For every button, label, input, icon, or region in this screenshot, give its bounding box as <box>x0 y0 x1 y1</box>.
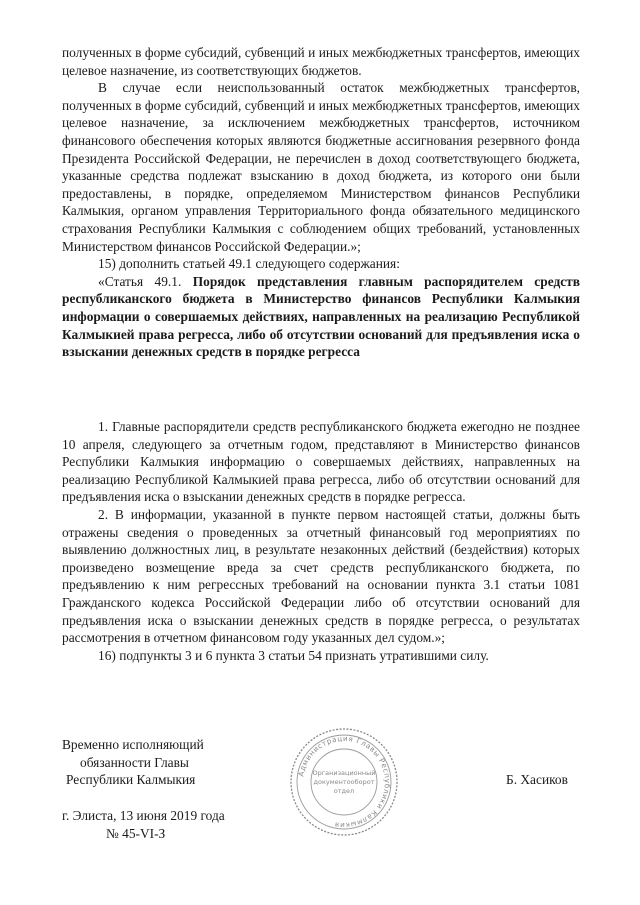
svg-text:документооборот: документооборот <box>313 778 375 786</box>
law-number: № 45-VI-З <box>106 825 166 841</box>
article-body <box>62 418 580 664</box>
paragraph-remaining-transfers: В случае если неиспользованный остаток межбюджетных трансфертов, полученных в форме субсидий, субвенций и иных межбюджетных трансфертов, имеющих целевое назначение, за исключением межбюджетных трансфертов, источником финансового обеспечения которых являются бюджетные ассигнования резервного фонда Президента Российской Федерации, не перечислен в доход соответствующего бюджета, указанные средства подлежат взысканию в доход бюджета, из которого они были предоставлены, в порядке, определяемом Министерством финансов Республики Калмыкия, органом управления Территориального фонда обязательного медицинского страхования Республики Калмыкия с соблюдением общих требований, установленных Министерством финансов Российской Федерации.»; <box>62 80 580 254</box>
article-point-1: 1. Главные распорядители средств республиканского бюджета ежегодно не позднее 10 апреля, следующего за отчетным годом, представляют в Министерство финансов Республики Калмыкия информацию о совершаемых действиях, направленных на реализацию Республикой Калмыкией права регресса, либо об отсутствии оснований для предъявления иска о взыскании денежных средств в порядке регресса. <box>62 419 580 505</box>
city-date: г. Элиста, 13 июня 2019 года <box>62 808 225 823</box>
main-text <box>62 44 580 361</box>
svg-text:Администрация Главы Республики: Администрация Главы Республики Калмыкия <box>296 733 393 831</box>
article-heading <box>62 273 580 361</box>
signatory-title <box>62 736 252 789</box>
signatory-line-1: Временно исполняющий <box>62 737 204 752</box>
signatory-name: Б. Хасиков <box>506 772 568 787</box>
signatory-line-3: Республики Калмыкия <box>66 772 196 788</box>
article-title: Порядок представления главным распорядителем средств республиканского бюджета в Министерство финансов Республики Калмыкия информации о совершаемых действиях, направленных на реализацию Республикой Калмыкией права регресса, либо об отсутствии оснований для предъявления иска о взыскании денежных средств в порядке регресса <box>62 273 580 360</box>
article-point-2: 2. В информации, указанной в пункте первом настоящей статьи, должны быть отражены сведения о проведенных за отчетный финансовый год мероприятиях по выявлению должностных лиц, в результате незаконных действий (бездействия) которых произведено возмещение вреда за счет средств республиканского бюджета, по предъявлению к ним регрессных требований на основании пункта 3.1 статьи 1081 Гражданского кодекса Российской Федерации либо об отсутствии оснований для предъявления иска о взыскании денежных средств в порядке регресса, о результатах рассмотрения в отчетном финансовом году указанных дел судом.»; <box>62 506 580 646</box>
official-seal <box>288 726 400 838</box>
svg-text:отдел: отдел <box>333 787 355 795</box>
paragraph-continuation: полученных в форме субсидий, субвенций и иных межбюджетных трансфертов, имеющих целевое назначение, из соответствующих бюджетов. <box>62 45 580 78</box>
article-number: «Статья 49.1. <box>98 273 182 289</box>
place-and-date <box>62 807 225 842</box>
paragraph-item-15: 15) дополнить статьей 49.1 следующего содержания: <box>98 256 400 272</box>
svg-text:Организационный: Организационный <box>312 769 376 777</box>
signatory-line-2: обязанности Главы <box>80 754 189 770</box>
paragraph-item-16: 16) подпункты 3 и 6 пункта 3 статьи 54 признать утратившими силу. <box>98 647 489 663</box>
